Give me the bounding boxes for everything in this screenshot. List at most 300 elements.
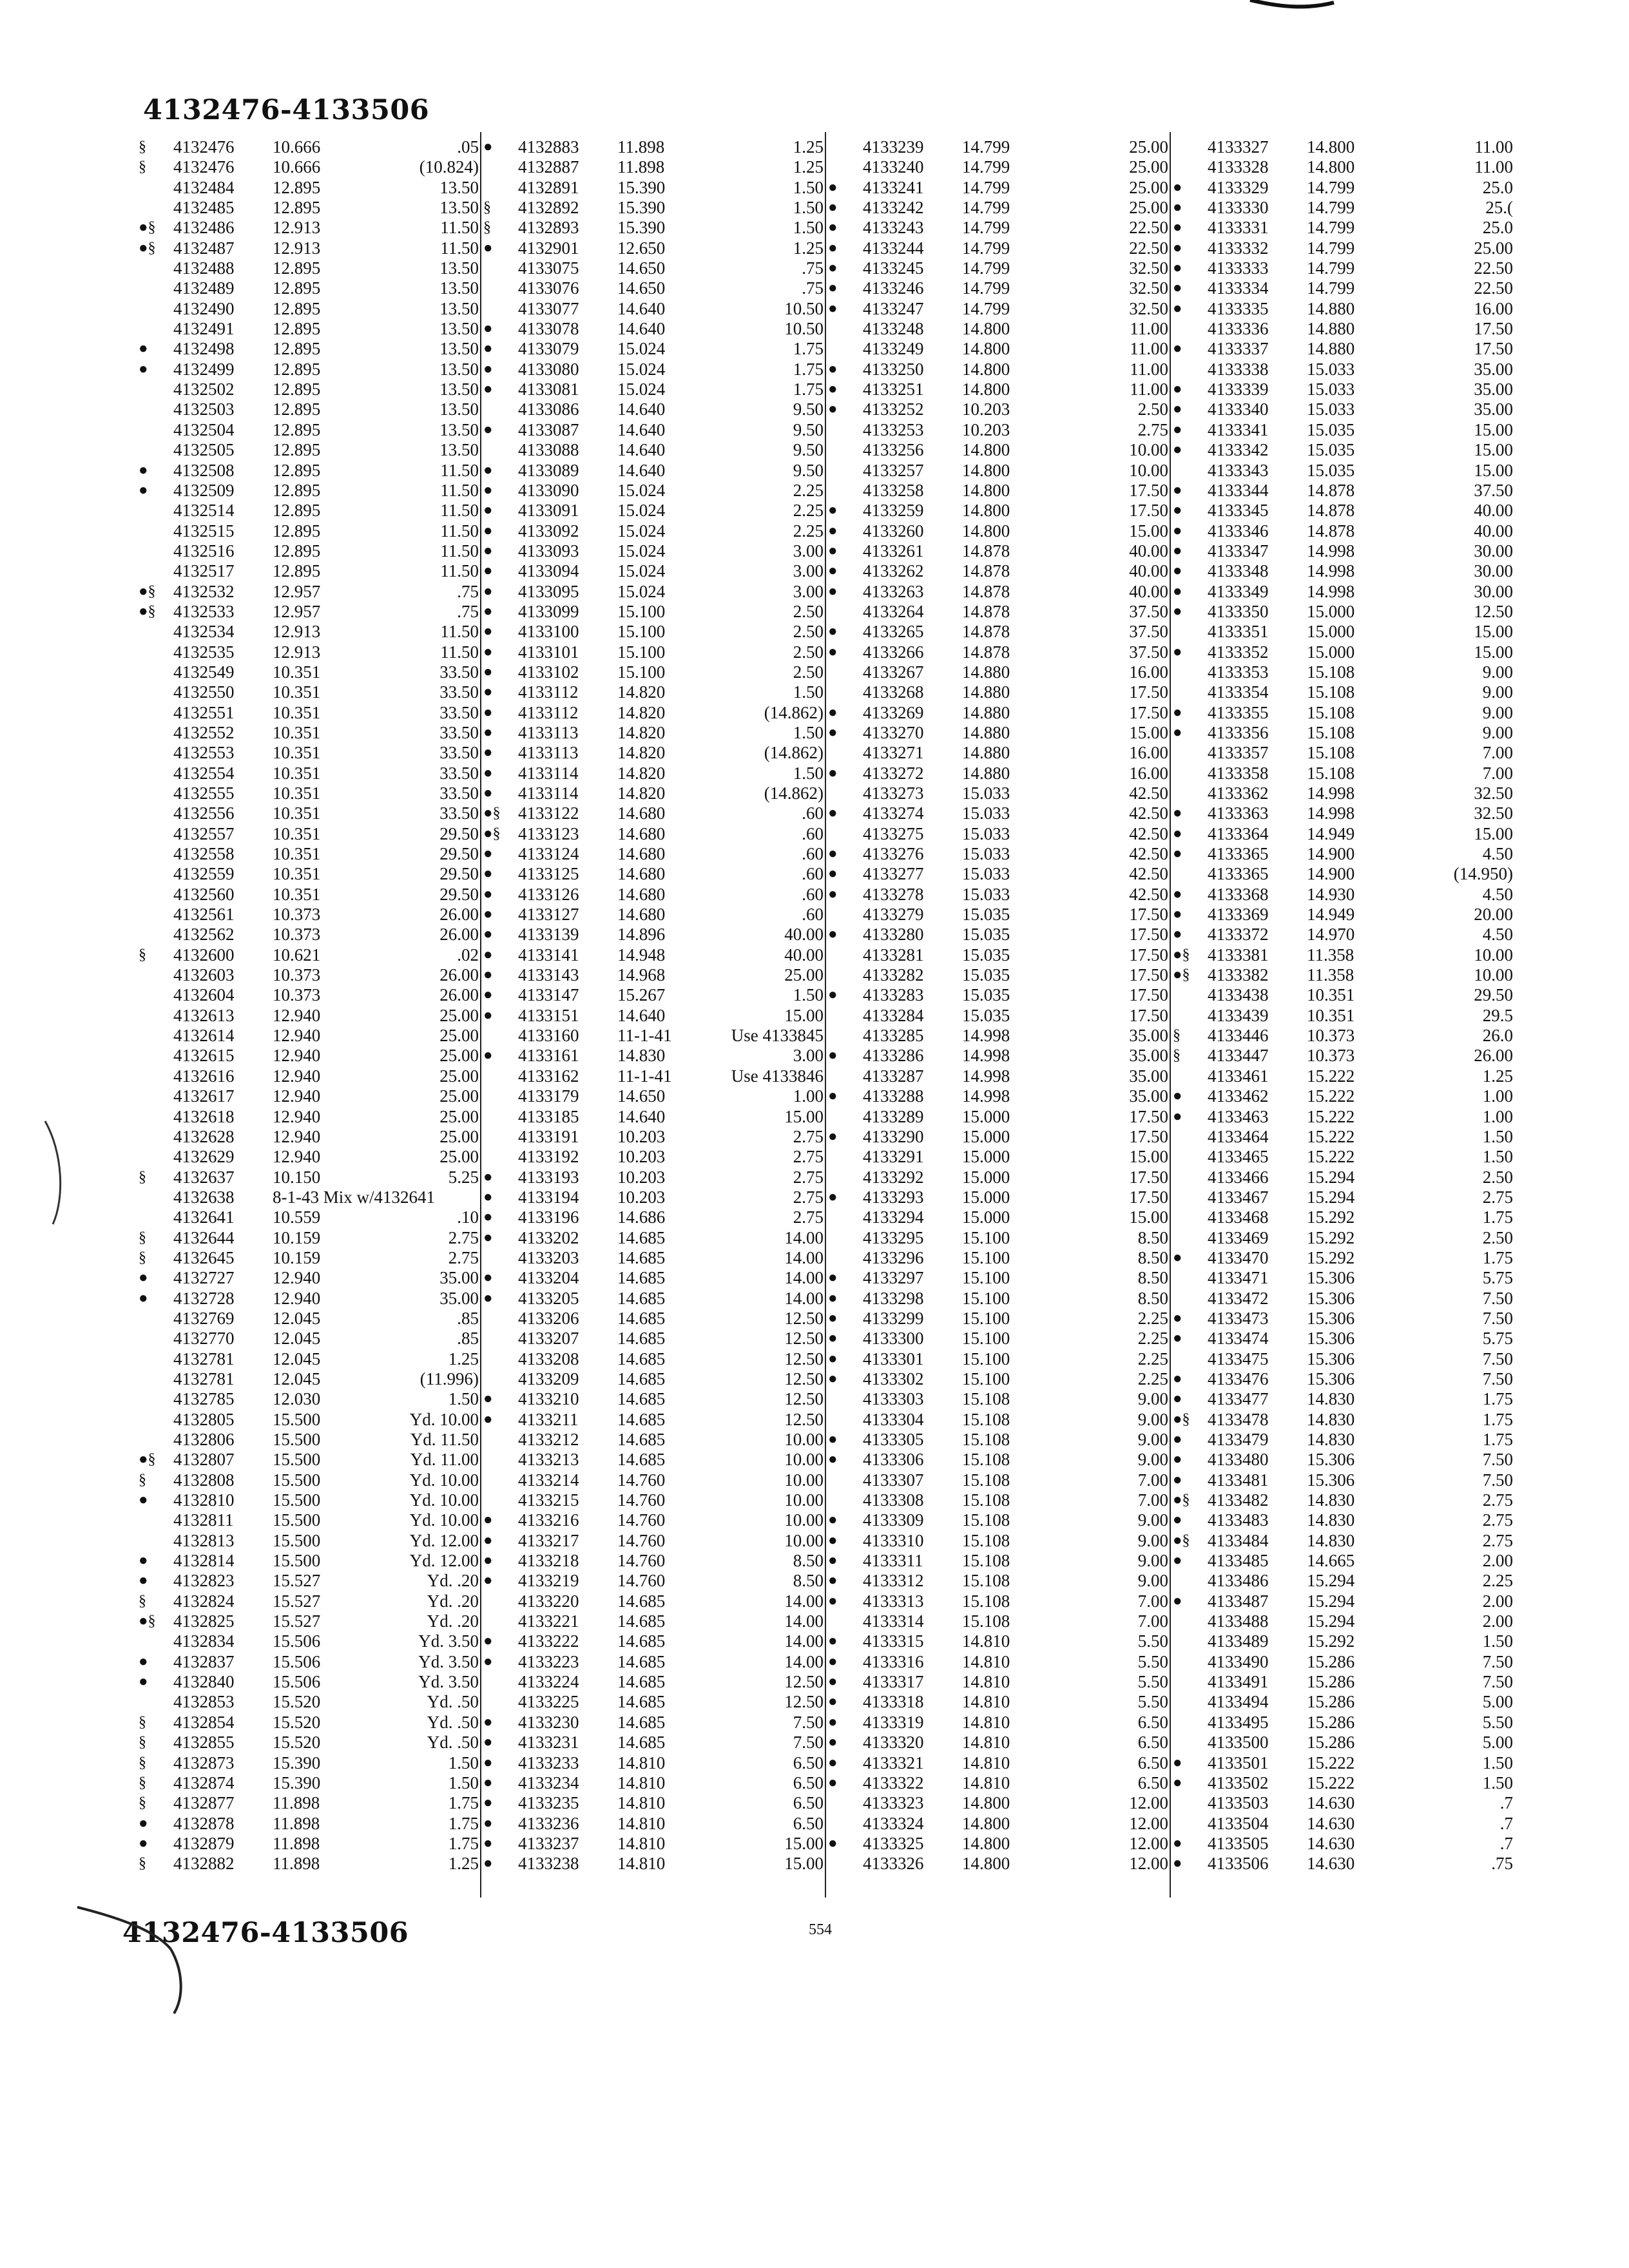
part-number: 4132532 xyxy=(173,581,235,601)
part-number: 4133209 xyxy=(518,1369,579,1389)
amount-value: 15.00 xyxy=(1129,722,1168,742)
part-number: 4133291 xyxy=(863,1147,924,1167)
rate-value: 14.948 xyxy=(617,945,666,965)
amount-value: 2.25 xyxy=(793,480,824,500)
table-row xyxy=(1173,380,1521,399)
rate-value: 15.306 xyxy=(1307,1470,1355,1490)
part-number: 4133314 xyxy=(863,1611,924,1631)
rate-value: 15.294 xyxy=(1307,1571,1355,1591)
part-number: 4132552 xyxy=(173,722,235,742)
rate-value: 10.351 xyxy=(1307,985,1355,1005)
amount-value: 5.00 xyxy=(1482,1733,1513,1753)
row-marker: ● xyxy=(828,219,838,236)
part-number: 4133272 xyxy=(863,763,924,783)
rate-value: 12.030 xyxy=(273,1389,321,1409)
part-number: 4133350 xyxy=(1208,601,1269,621)
part-number: 4133257 xyxy=(863,460,924,480)
table-row xyxy=(483,682,831,702)
rate-value: 12.045 xyxy=(273,1308,321,1328)
amount-value: Yd. 12.00 xyxy=(409,1551,479,1571)
amount-value: 10.50 xyxy=(784,298,824,318)
table-row xyxy=(139,1248,487,1268)
rate-value: 14.830 xyxy=(1307,1530,1355,1550)
amount-value: 1.25 xyxy=(793,137,824,157)
part-number: 4132555 xyxy=(173,783,235,803)
part-number: 4133483 xyxy=(1208,1510,1269,1530)
part-number: 4132618 xyxy=(173,1106,235,1126)
rate-value: 10.351 xyxy=(273,722,321,742)
table-row xyxy=(828,399,1176,419)
amount-value: 33.50 xyxy=(439,763,479,783)
table-row xyxy=(828,925,1176,945)
table-row xyxy=(828,1571,1176,1591)
rate-value: 15.033 xyxy=(962,803,1010,823)
rate-value: 15.033 xyxy=(962,823,1010,843)
rate-value: 15.222 xyxy=(1307,1147,1355,1167)
page-footer-range: 4132476-4133506 xyxy=(122,1917,409,1949)
part-number: 4132781 xyxy=(173,1349,235,1369)
rate-value: 14.998 xyxy=(1307,561,1355,581)
table-row xyxy=(828,1510,1176,1530)
amount-value: 33.50 xyxy=(439,743,479,763)
table-row xyxy=(1173,1672,1521,1692)
part-number: 4133241 xyxy=(863,177,924,197)
row-marker: ● xyxy=(483,360,493,378)
row-marker: ● xyxy=(483,1229,493,1246)
table-row xyxy=(483,1631,831,1651)
rate-value: 12.940 xyxy=(273,1005,321,1025)
table-row xyxy=(828,885,1176,905)
rate-value: 10.159 xyxy=(273,1227,321,1247)
table-row xyxy=(1173,1430,1521,1450)
table-row xyxy=(139,1631,487,1651)
part-number: 4133245 xyxy=(863,258,924,278)
amount-value: 42.50 xyxy=(1129,823,1168,843)
table-row xyxy=(139,1793,487,1813)
amount-value: 32.50 xyxy=(1474,803,1513,823)
part-number: 4133473 xyxy=(1208,1308,1269,1328)
part-number: 4133478 xyxy=(1208,1409,1269,1429)
part-number: 4133300 xyxy=(863,1329,924,1349)
row-marker: ● xyxy=(1173,1330,1182,1347)
rate-value: 15.033 xyxy=(962,783,1010,803)
table-row xyxy=(828,1349,1176,1369)
table-row xyxy=(1173,622,1521,642)
rate-value: 15.506 xyxy=(273,1631,321,1651)
part-number: 4132641 xyxy=(173,1207,235,1227)
rate-value: 15.100 xyxy=(962,1227,1010,1247)
amount-value: 7.50 xyxy=(1482,1450,1513,1470)
row-marker: ●§ xyxy=(139,582,156,600)
part-number: 4133242 xyxy=(863,198,924,218)
part-number: 4132808 xyxy=(173,1470,235,1490)
rate-value: 14.650 xyxy=(617,278,666,298)
rate-value: 15.520 xyxy=(273,1692,321,1712)
table-row xyxy=(139,844,487,864)
part-number: 4133463 xyxy=(1208,1106,1269,1126)
part-number: 4132533 xyxy=(173,601,235,621)
table-row xyxy=(483,157,831,177)
rate-value: 15.306 xyxy=(1307,1450,1355,1470)
table-row xyxy=(1173,1147,1521,1167)
rate-value: 14.685 xyxy=(617,1389,666,1409)
row-marker: ● xyxy=(828,1693,838,1711)
rate-value: 15.108 xyxy=(1307,722,1355,742)
part-number: 4133382 xyxy=(1208,965,1269,985)
row-marker: ● xyxy=(828,986,838,1004)
amount-value: 25.00 xyxy=(439,1086,479,1106)
part-number: 4133162 xyxy=(518,1066,579,1086)
table-row xyxy=(139,339,487,359)
table-row xyxy=(139,1289,487,1309)
part-number: 4133363 xyxy=(1208,803,1269,823)
table-row xyxy=(1173,258,1521,278)
table-row xyxy=(483,1470,831,1490)
amount-value: 26.00 xyxy=(439,905,479,925)
table-row xyxy=(828,1248,1176,1268)
amount-value: 6.50 xyxy=(793,1753,824,1773)
part-number: 4133274 xyxy=(863,803,924,823)
amount-value: 9.00 xyxy=(1137,1551,1168,1571)
row-marker: ● xyxy=(828,1774,838,1791)
amount-value: Yd. 3.50 xyxy=(418,1631,479,1651)
rate-value: 15.024 xyxy=(617,521,666,541)
part-number: 4132498 xyxy=(173,339,235,359)
rate-value: 14.799 xyxy=(1307,198,1355,218)
rate-value: 15.390 xyxy=(617,218,666,238)
rate-value: 15.035 xyxy=(1307,440,1355,460)
part-number: 4132814 xyxy=(173,1551,235,1571)
table-row xyxy=(828,198,1176,218)
table-row xyxy=(1173,1329,1521,1349)
part-number: 4132645 xyxy=(173,1247,235,1267)
table-row xyxy=(139,461,487,481)
part-number: 4132484 xyxy=(173,177,235,197)
part-number: 4132873 xyxy=(173,1753,235,1773)
table-row xyxy=(828,1289,1176,1309)
rate-value: 14.680 xyxy=(617,884,666,904)
rate-value: 14.880 xyxy=(962,743,1010,763)
table-row xyxy=(1173,420,1521,440)
part-number: 4132781 xyxy=(173,1369,235,1389)
rate-value: 14.799 xyxy=(1307,278,1355,298)
part-number: 4133243 xyxy=(863,218,924,238)
table-row xyxy=(1173,157,1521,177)
amount-value: 2.25 xyxy=(1137,1308,1168,1328)
part-number: 4133468 xyxy=(1208,1207,1269,1227)
row-marker: ● xyxy=(1173,1855,1182,1872)
rate-value: 12.940 xyxy=(273,1126,321,1146)
table-row xyxy=(483,1006,831,1026)
amount-value: 15.00 xyxy=(1474,642,1513,662)
amount-value: (14.950) xyxy=(1453,864,1513,884)
row-marker: ● xyxy=(828,582,838,600)
table-row xyxy=(483,1713,831,1733)
amount-value: 6.50 xyxy=(1137,1773,1168,1792)
part-number: 4132617 xyxy=(173,1086,235,1106)
rate-value: 14.880 xyxy=(1307,319,1355,339)
table-row xyxy=(483,1309,831,1329)
part-number: 4133092 xyxy=(518,521,579,541)
part-number: 4133470 xyxy=(1208,1247,1269,1267)
row-marker: ● xyxy=(483,1269,493,1287)
amount-value: 13.50 xyxy=(439,339,479,359)
table-row xyxy=(483,905,831,925)
amount-value: 25.00 xyxy=(439,1066,479,1086)
amount-value: 14.00 xyxy=(784,1591,824,1611)
amount-value: 2.00 xyxy=(1482,1591,1513,1611)
part-number: 4133503 xyxy=(1208,1793,1269,1813)
row-marker: ● xyxy=(1173,1249,1182,1266)
part-number: 4132559 xyxy=(173,864,235,884)
amount-value: 5.75 xyxy=(1482,1329,1513,1349)
rate-value: 12.895 xyxy=(273,258,321,278)
amount-value: 14.00 xyxy=(784,1227,824,1247)
amount-value: .85 xyxy=(457,1308,479,1328)
part-number: 4132613 xyxy=(173,1005,235,1025)
amount-value: 11.00 xyxy=(1130,380,1168,399)
part-number: 4133139 xyxy=(518,925,579,945)
table-row xyxy=(828,1309,1176,1329)
rate-value: 14.810 xyxy=(962,1733,1010,1753)
rate-value: 14.685 xyxy=(617,1672,666,1692)
amount-value: 25.00 xyxy=(1129,198,1168,218)
amount-value: 8.50 xyxy=(1137,1247,1168,1267)
amount-value: 15.00 xyxy=(784,1833,824,1853)
row-marker: ● xyxy=(483,320,493,338)
rate-value: 14.760 xyxy=(617,1510,666,1530)
rate-value: 15.035 xyxy=(1307,460,1355,480)
amount-value: 2.75 xyxy=(448,1227,479,1247)
amount-value: 9.00 xyxy=(1137,1389,1168,1409)
part-number: 4132560 xyxy=(173,884,235,904)
table-row xyxy=(139,299,487,319)
table-row xyxy=(1173,985,1521,1005)
rate-value: 14.799 xyxy=(1307,238,1355,258)
rate-value: 15.033 xyxy=(1307,380,1355,399)
amount-value: 5.50 xyxy=(1137,1651,1168,1671)
part-number: 4132628 xyxy=(173,1126,235,1146)
rate-value: 14.800 xyxy=(962,319,1010,339)
rate-value: 12.895 xyxy=(273,298,321,318)
amount-value: 11.50 xyxy=(440,218,479,238)
rate-value: 15.520 xyxy=(273,1712,321,1732)
rate-value: 15.286 xyxy=(1307,1712,1355,1732)
row-marker: ● xyxy=(1173,825,1182,842)
row-marker: ● xyxy=(1173,421,1182,438)
table-row xyxy=(828,299,1176,319)
table-row xyxy=(139,1046,487,1066)
rate-value: 14.810 xyxy=(617,1773,666,1792)
part-number: 4133293 xyxy=(863,1187,924,1207)
row-marker: ● xyxy=(828,805,838,822)
rate-value: 15.024 xyxy=(617,541,666,561)
amount-value: 6.50 xyxy=(793,1793,824,1813)
part-number: 4132892 xyxy=(518,198,579,218)
part-number: 4133491 xyxy=(1208,1672,1269,1692)
row-marker: ● xyxy=(483,885,493,903)
part-number: 4133353 xyxy=(1208,662,1269,682)
part-number: 4133318 xyxy=(863,1692,924,1712)
amount-value: 2.50 xyxy=(1137,399,1168,419)
row-marker: § xyxy=(139,1713,146,1731)
table-row xyxy=(828,662,1176,682)
amount-value: 12.50 xyxy=(1474,601,1513,621)
amount-value: .85 xyxy=(457,1329,479,1349)
row-marker: ● xyxy=(483,744,493,762)
rate-value: 12.913 xyxy=(273,238,321,258)
row-marker: ● xyxy=(828,502,838,519)
part-number: 4133262 xyxy=(863,561,924,581)
row-marker: ● xyxy=(1173,1774,1182,1791)
parts-column-2 xyxy=(483,137,831,1874)
amount-value: 15.00 xyxy=(1129,521,1168,541)
part-number: 4133475 xyxy=(1208,1349,1269,1369)
amount-value: 1.50 xyxy=(793,218,824,238)
part-number: 4133099 xyxy=(518,601,579,621)
row-marker: ● xyxy=(483,522,493,539)
table-row xyxy=(483,1773,831,1793)
row-marker: ● xyxy=(1173,704,1182,721)
part-number: 4133320 xyxy=(863,1733,924,1753)
amount-value: 3.00 xyxy=(793,561,824,581)
rate-value: 15.390 xyxy=(273,1753,321,1773)
part-number: 4133266 xyxy=(863,642,924,662)
amount-value: 10.00 xyxy=(784,1510,824,1530)
part-number: 4133323 xyxy=(863,1793,924,1813)
part-number: 4133281 xyxy=(863,945,924,965)
table-row xyxy=(828,258,1176,278)
rate-value: 10.373 xyxy=(1307,1026,1355,1046)
amount-value: 9.00 xyxy=(1482,702,1513,722)
amount-value: 30.00 xyxy=(1474,541,1513,561)
part-number: 4133114 xyxy=(518,783,579,803)
rate-value: 14.800 xyxy=(962,501,1010,521)
amount-value: 2.75 xyxy=(793,1167,824,1187)
amount-value: 9.50 xyxy=(793,419,824,439)
rate-value: 14.878 xyxy=(1307,501,1355,521)
table-row xyxy=(139,783,487,803)
row-marker: ● xyxy=(828,360,838,378)
row-marker: ● xyxy=(828,1431,838,1448)
rate-value: 10.159 xyxy=(273,1247,321,1267)
part-number: 4133472 xyxy=(1208,1288,1269,1308)
part-number: 4133447 xyxy=(1208,1046,1269,1066)
rate-value: 14.949 xyxy=(1307,823,1355,843)
rate-value: 14.878 xyxy=(962,561,1010,581)
part-number: 4133259 xyxy=(863,501,924,521)
rate-value: 10.373 xyxy=(1307,1046,1355,1066)
rate-value: 14.878 xyxy=(962,622,1010,642)
amount-value: 6.50 xyxy=(793,1773,824,1792)
rate-value: 11-1-41 xyxy=(617,1066,672,1086)
table-row xyxy=(1173,1450,1521,1470)
row-marker: ● xyxy=(483,340,493,358)
table-row xyxy=(828,178,1176,198)
rate-value: 10.351 xyxy=(273,884,321,904)
rate-value: 14.820 xyxy=(617,763,666,783)
row-marker: § xyxy=(139,139,146,155)
part-number: 4133315 xyxy=(863,1631,924,1651)
row-marker: § xyxy=(139,1249,146,1266)
amount-value: 10.00 xyxy=(1474,945,1513,965)
amount-value: 25.0 xyxy=(1482,177,1513,197)
table-row xyxy=(1173,1753,1521,1773)
table-row xyxy=(828,703,1176,723)
row-marker: ● xyxy=(1173,1451,1182,1468)
table-row xyxy=(828,380,1176,399)
amount-value: 2.50 xyxy=(1482,1167,1513,1187)
amount-value: 7.00 xyxy=(1137,1470,1168,1490)
part-number: 4133081 xyxy=(518,380,579,399)
part-number: 4132810 xyxy=(173,1490,235,1510)
rate-value: 15.500 xyxy=(273,1530,321,1550)
rate-value: 15.000 xyxy=(962,1187,1010,1207)
amount-value: 10.00 xyxy=(1129,460,1168,480)
amount-value: 2.75 xyxy=(793,1207,824,1227)
amount-value: 12.50 xyxy=(784,1389,824,1409)
rate-value: 14.640 xyxy=(617,399,666,419)
table-row xyxy=(139,1713,487,1733)
table-row xyxy=(139,1187,487,1207)
rate-value: 12.895 xyxy=(273,319,321,339)
rate-value: 15.286 xyxy=(1307,1651,1355,1671)
table-row xyxy=(139,481,487,501)
part-number: 4133289 xyxy=(863,1106,924,1126)
rate-value: 12.895 xyxy=(273,561,321,581)
amount-value: 11.00 xyxy=(1130,339,1168,359)
rate-value: 14.685 xyxy=(617,1409,666,1429)
rate-value: 15.222 xyxy=(1307,1106,1355,1126)
row-marker: ● xyxy=(828,1834,838,1852)
rate-value: 12.940 xyxy=(273,1046,321,1066)
amount-value: 17.50 xyxy=(1129,682,1168,702)
table-row xyxy=(1173,1692,1521,1712)
amount-value: .7 xyxy=(1499,1813,1513,1833)
row-marker: ● xyxy=(1173,1108,1182,1125)
row-marker: ● xyxy=(483,582,493,600)
rate-value: 14.685 xyxy=(617,1430,666,1449)
amount-value: 1.75 xyxy=(448,1833,479,1853)
amount-value: .75 xyxy=(802,258,824,278)
amount-value: 35.00 xyxy=(1129,1086,1168,1106)
part-number: 4132550 xyxy=(173,682,235,702)
amount-value: 5.50 xyxy=(1137,1692,1168,1712)
amount-value: 25.00 xyxy=(439,1147,479,1167)
rate-value: 15.527 xyxy=(273,1571,321,1591)
amount-value: Yd. 10.00 xyxy=(409,1470,479,1490)
part-number: 4133244 xyxy=(863,238,924,258)
table-row xyxy=(1173,844,1521,864)
table-row xyxy=(483,278,831,298)
table-row xyxy=(139,662,487,682)
table-row xyxy=(483,1490,831,1510)
table-row xyxy=(1173,1531,1521,1551)
rate-value: 14.630 xyxy=(1307,1813,1355,1833)
column-divider xyxy=(480,132,481,1898)
part-number: 4133102 xyxy=(518,662,579,682)
part-number: 4133476 xyxy=(1208,1369,1269,1389)
amount-value: 42.50 xyxy=(1129,864,1168,884)
amount-value: 7.50 xyxy=(1482,1470,1513,1490)
part-number: 4132887 xyxy=(518,157,579,177)
part-number: 4133127 xyxy=(518,905,579,925)
rate-value: 15.000 xyxy=(962,1147,1010,1167)
row-marker: ● xyxy=(828,845,838,863)
rate-value: 15.108 xyxy=(1307,662,1355,682)
rate-value: 15.033 xyxy=(1307,399,1355,419)
table-row xyxy=(483,1753,831,1773)
